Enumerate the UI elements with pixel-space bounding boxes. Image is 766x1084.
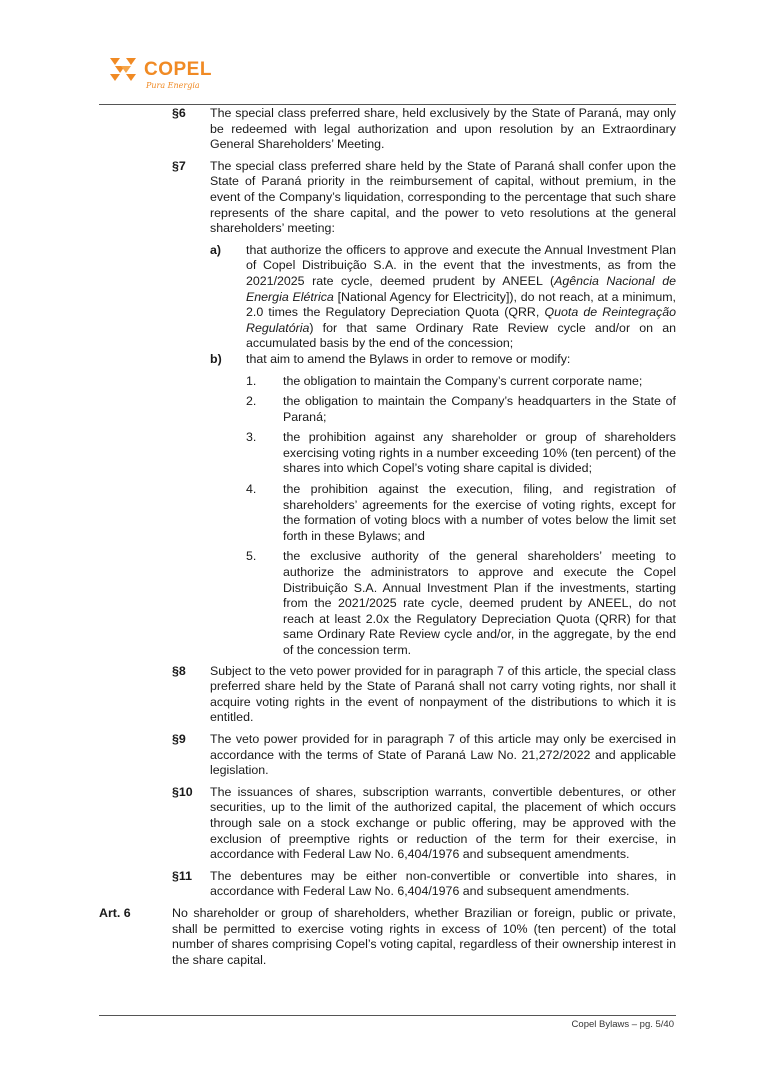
- page-footer: Copel Bylaws – pg. 5/40: [571, 1019, 674, 1030]
- paragraph-number: §11: [172, 868, 192, 883]
- paragraph-number: §10: [172, 784, 193, 799]
- paragraph-6: [99, 106, 676, 153]
- list-item-text: the obligation to maintain the Company’s headquarters in the State of Paraná;: [283, 394, 676, 424]
- copel-logo: [108, 56, 218, 96]
- article-number: Art. 6: [99, 905, 131, 920]
- list-item-number: 2.: [246, 394, 257, 409]
- paragraph-text: The special class preferred share, held exclusively by the State of Paraná, may only be redeemed with legal authorization and upon resolution by an Extraordinary General Shareholders’ Meeting.: [210, 106, 676, 152]
- list-item: [246, 374, 676, 390]
- list-item-text: the prohibition against any shareholder or group of shareholders exercising voting rights in a number exceeding 10% (ten percent) of the shares into which Copel’s voting share capital is divided;: [283, 430, 676, 476]
- list-item: [246, 549, 676, 658]
- paragraph-number: §9: [172, 731, 186, 746]
- footer-divider: [99, 1015, 676, 1016]
- paragraph-text: The issuances of shares, subscription warrants, convertible debentures, or other securities, up to the limit of the authorized capital, the placement of which occurs through sale on a stock exchange or public offering, may be approved with the exclusion of preemptive rights or reduction of the term for their exercise, in accordance with Federal Law No. 6,404/1976 and subsequent amendments.: [210, 784, 676, 862]
- sub-item-text: that aim to amend the Bylaws in order to remove or modify:: [246, 351, 571, 366]
- list-item: [246, 394, 676, 425]
- document-body: [99, 106, 676, 968]
- list-item-number: 4.: [246, 482, 257, 497]
- paragraph-number: §6: [172, 106, 186, 120]
- header-divider: [99, 104, 676, 105]
- sub-item-text: that authorize the officers to approve and execute the Annual Investment Plan of Copel Distribuição S.A. in the event that the investments, as from the 2021/2025 rate cycle, deemed prudent by ANEEL (Agência Nacional de Energia Elétrica [National Agency for Electricity]), do not reach, at a minimum, 2.0 times the Regulatory Depreciation Quota (QRR, Quota de Reintegração Regulatória) for that same Ordinary Rate Review cycle and/or on an accumulated basis by the end of the concession;: [246, 242, 676, 351]
- paragraph-number: §8: [172, 663, 186, 678]
- paragraph-8: [99, 664, 676, 726]
- list-item: [246, 482, 676, 544]
- list-item-text: the obligation to maintain the Company’s current corporate name;: [283, 373, 643, 388]
- list-item-number: 1.: [246, 373, 257, 388]
- brand-tagline: Pura Energia: [146, 81, 200, 90]
- brand-name: COPEL: [144, 59, 212, 80]
- paragraph-text: The special class preferred share held by the State of Paraná shall confer upon the State of Paraná priority in the reimbursement of capital, without premium, in the event of the Company’s liquidation, corresponding to the percentage that such share represents of the share capital, and the power to veto resolutions at the general shareholders’ meeting:: [210, 158, 676, 236]
- article-text: No shareholder or group of shareholders, whether Brazilian or foreign, public or private, shall be permitted to exercise voting rights in excess of 10% (ten percent) of the total number of shares comprising Copel’s voting capital, regardless of their ownership interest in the share capital.: [172, 905, 676, 967]
- paragraph-text: The veto power provided for in paragraph 7 of this article may only be exercised in accordance with the terms of State of Paraná Law No. 21,272/2022 and applicable legislation.: [210, 731, 676, 778]
- paragraph-7: [99, 159, 676, 237]
- list-item-text: the prohibition against the execution, filing, and registration of shareholders’ agreements for the exercise of voting rights, except for the formation of voting blocs with a number of votes below the limit set forth in these Bylaws; and: [283, 482, 676, 543]
- paragraph-9: [99, 732, 676, 779]
- sub-item-label: a): [210, 242, 222, 257]
- article-6: [99, 906, 676, 968]
- sub-item-label: b): [210, 351, 222, 366]
- list-item-number: 5.: [246, 549, 257, 564]
- list-item: [246, 430, 676, 477]
- paragraph-11: [99, 869, 676, 900]
- list-item-text: the exclusive authority of the general shareholders’ meeting to authorize the administrators to approve and execute the Copel Distribuição S.A. Annual Investment Plan if the investments, starting from the 2021/2025 rate cycle, deemed prudent by ANEEL, do not reach at least 2.0x the Regulatory Depreciation Quota (QRR) for that same Ordinary Rate Review cycle and/or, in the aggregate, by the end of the concession term.: [283, 549, 676, 657]
- list-item-number: 3.: [246, 430, 257, 445]
- sub-item-b: [210, 352, 676, 368]
- paragraph-10: [99, 785, 676, 863]
- copel-flame-icon: [108, 56, 138, 86]
- paragraph-number: §7: [172, 158, 186, 173]
- paragraph-text: The debentures may be either non-convertible or convertible into shares, in accordance with Federal Law No. 6,404/1976 and subsequent amendments.: [210, 868, 676, 899]
- sub-item-a: [210, 243, 676, 352]
- paragraph-text: Subject to the veto power provided for in paragraph 7 of this article, the special class preferred share held by the State of Paraná shall not carry voting rights, nor shall it acquire voting rights in the event of nonpayment of the distributions to which it is entitled.: [210, 663, 676, 725]
